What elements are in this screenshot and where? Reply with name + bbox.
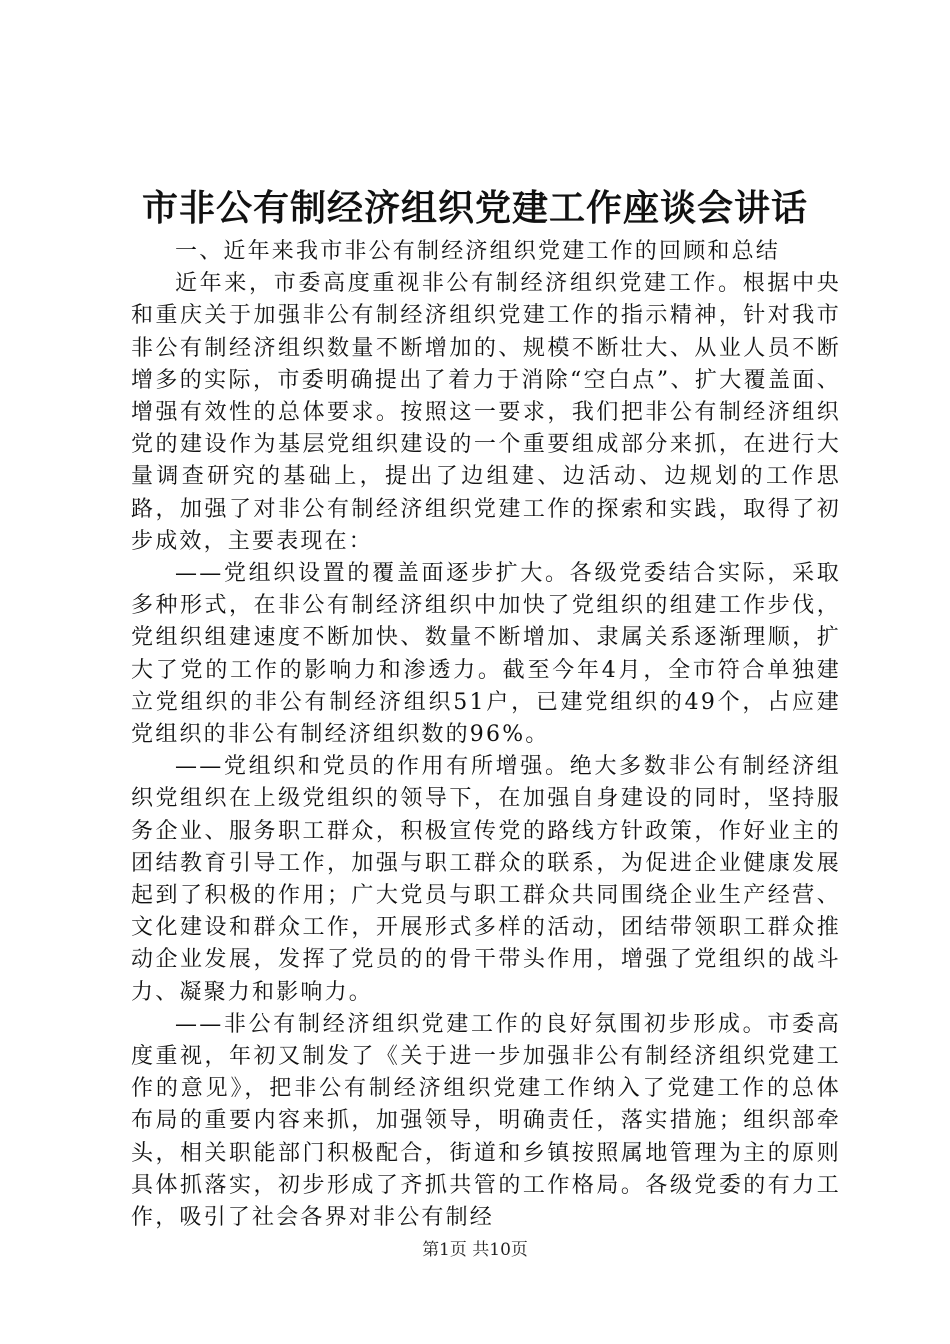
body-paragraph: ——党组织设置的覆盖面逐步扩大。各级党委结合实际，采取多种形式，在非公有制经济组织中加快了党组织的组建工作步伐，党组织组建速度不断加快、数量不断增加、隶属关系逐渐理顺，扩大了党的工作的影响力和渗透力。截至今年4月，全市符合单独建立党组织的非公有制经济组织51户，已建党组织的49个，占应建党组织的非公有制经济组织数的96%。 <box>131 561 841 748</box>
document-body <box>131 236 841 1234</box>
body-paragraph: 近年来，市委高度重视非公有制经济组织党建工作。根据中央和重庆关于加强非公有制经济组织党建工作的指示精神，针对我市非公有制经济组织数量不断增加的、规模不断壮大、从业人员不断增多的实际，市委明确提出了着力于消除“空白点”、扩大覆盖面、增强有效性的总体要求。按照这一要求，我们把非公有制经济组织党的建设作为基层党组织建设的一个重要组成部分来抓，在进行大量调查研究的基础上，提出了边组建、边活动、边规划的工作思路，加强了对非公有制经济组织党建工作的探索和实践，取得了初步成效，主要表现在： <box>131 271 841 554</box>
body-paragraph: ——党组织和党员的作用有所增强。绝大多数非公有制经济组织党组织在上级党组织的领导下，在加强自身建设的同时，坚持服务企业、服务职工群众，积极宣传党的路线方针政策，作好业主的团结教育引导工作，加强与职工群众的联系，为促进企业健康发展起到了积极的作用；广大党员与职工群众共同围绕企业生产经营、文化建设和群众工作，开展形式多样的活动，团结带领职工群众推动企业发展，发挥了党员的的骨干带头作用，增强了党组织的战斗力、凝聚力和影响力。 <box>131 754 841 1005</box>
document-title: 市非公有制经济组织党建工作座谈会讲话 <box>141 187 808 229</box>
body-paragraph: ——非公有制经济组织党建工作的良好氛围初步形成。市委高度重视，年初又制发了《关于进一步加强非公有制经济组织党建工作的意见》，把非公有制经济组织党建工作纳入了党建工作的总体布局的重要内容来抓，加强领导，明确责任，落实措施；组织部牵头，相关职能部门积极配合，街道和乡镇按照属地管理为主的原则具体抓落实，初步形成了齐抓共管的工作格局。各级党委的有力工作，吸引了社会各界对非公有制经 <box>131 1011 841 1231</box>
section-heading: 一、近年来我市非公有制经济组织党建工作的回顾和总结 <box>175 239 781 264</box>
page-number: 第1页 共10页 <box>422 1240 528 1260</box>
